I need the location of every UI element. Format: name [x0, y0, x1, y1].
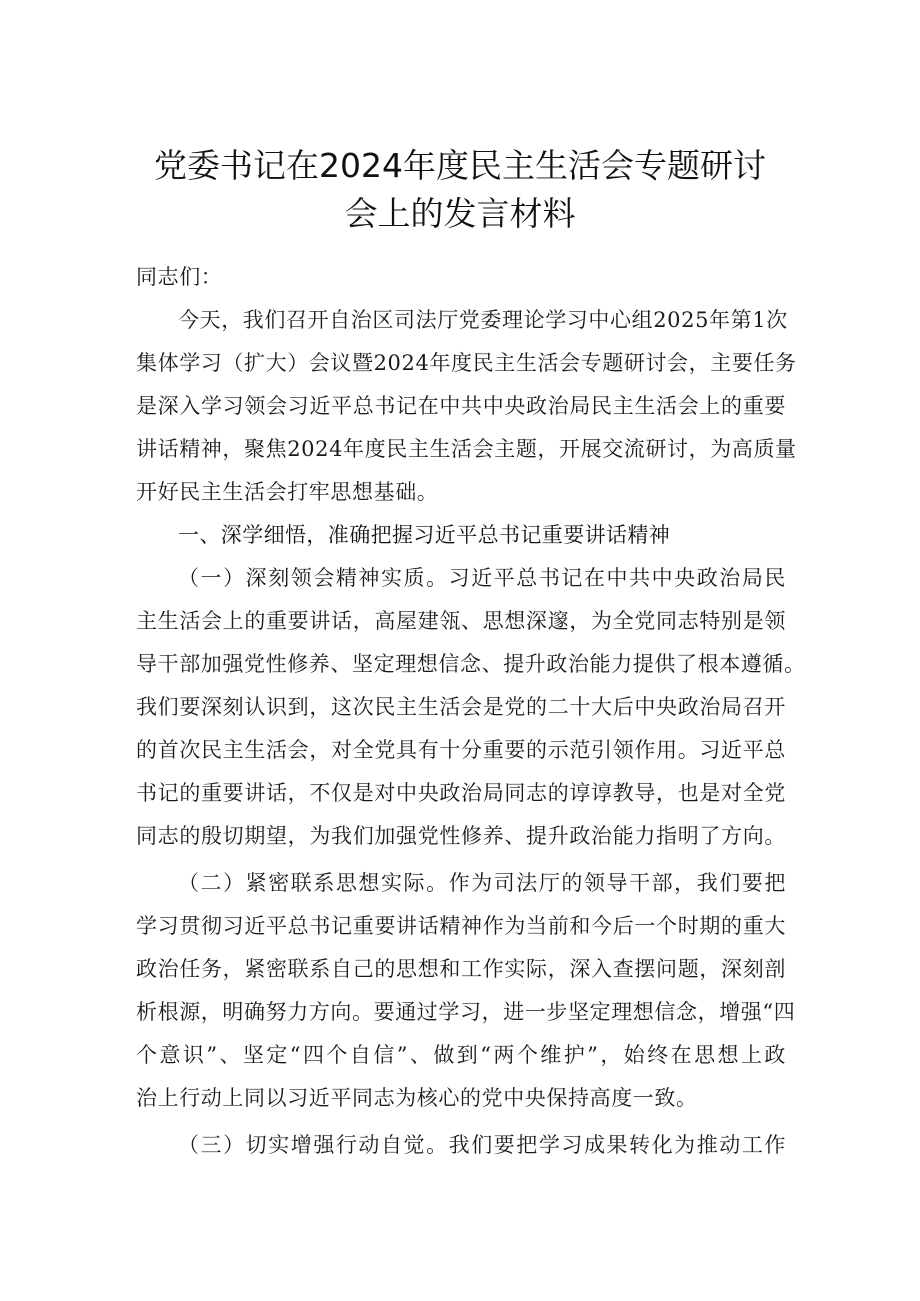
intro-line: 讲话精神，聚焦2024年度民主生活会主题，开展交流研讨，为高质量	[136, 437, 797, 461]
paragraph-1-line: （一）深刻领会精神实质。习近平总书记在中共中央政治局民	[178, 566, 786, 590]
intro-line: 开好民主生活会打牢思想基础。	[136, 480, 439, 504]
paragraph-2-line: （二）紧密联系思想实际。作为司法厅的领导干部，我们要把	[178, 871, 786, 895]
paragraph-1-line: 主生活会上的重要讲话，高屋建瓴、思想深邃，为全党同志特别是领	[136, 609, 786, 633]
paragraph-1-line: 的首次民主生活会，对全党具有十分重要的示范引领作用。习近平总	[136, 738, 786, 762]
paragraph-2-line: 政治任务，紧密联系自己的思想和工作实际，深入查摆问题，深刻剖	[136, 957, 786, 981]
paragraph-2-line: 析根源，明确努力方向。要通过学习，进一步坚定理想信念，增强“四	[136, 1000, 796, 1024]
paragraph-3-line: （三）切实增强行动自觉。我们要把学习成果转化为推动工作	[178, 1133, 786, 1157]
section-heading-1: 一、深学细悟，准确把握习近平总书记重要讲话精神	[178, 523, 671, 547]
paragraph-2-line: 学习贯彻习近平总书记重要讲话精神作为当前和今后一个时期的重大	[136, 914, 786, 938]
paragraph-1-line: 我们要深刻认识到，这次民主生活会是党的二十大后中央政治局召开	[136, 695, 786, 719]
paragraph-2-line: 治上行动上同以习近平同志为核心的党中央保持高度一致。	[136, 1086, 698, 1110]
intro-line: 今天，我们召开自治区司法厅党委理论学习中心组2025年第1次	[178, 308, 788, 332]
paragraph-1-line: 同志的殷切期望，为我们加强党性修养、提升政治能力指明了方向。	[136, 824, 786, 848]
salutation: 同志们：	[136, 265, 223, 289]
paragraph-2-line: 个意识”、坚定“四个自信”、做到“两个维护”，始终在思想上政	[136, 1043, 786, 1067]
intro-line: 集体学习（扩大）会议暨2024年度民主生活会专题研讨会，主要任务	[136, 351, 797, 375]
document-title-line-1: 党委书记在2024年度民主生活会专题研讨	[154, 146, 766, 185]
intro-line: 是深入学习领会习近平总书记在中共中央政治局民主生活会上的重要	[136, 394, 786, 418]
paragraph-1-line: 书记的重要讲话，不仅是对中央政治局同志的谆谆教导，也是对全党	[136, 781, 786, 805]
document-title-line-2: 会上的发言材料	[344, 194, 576, 233]
paragraph-1-line: 导干部加强党性修养、坚定理想信念、提升政治能力提供了根本遵循。	[136, 652, 806, 676]
